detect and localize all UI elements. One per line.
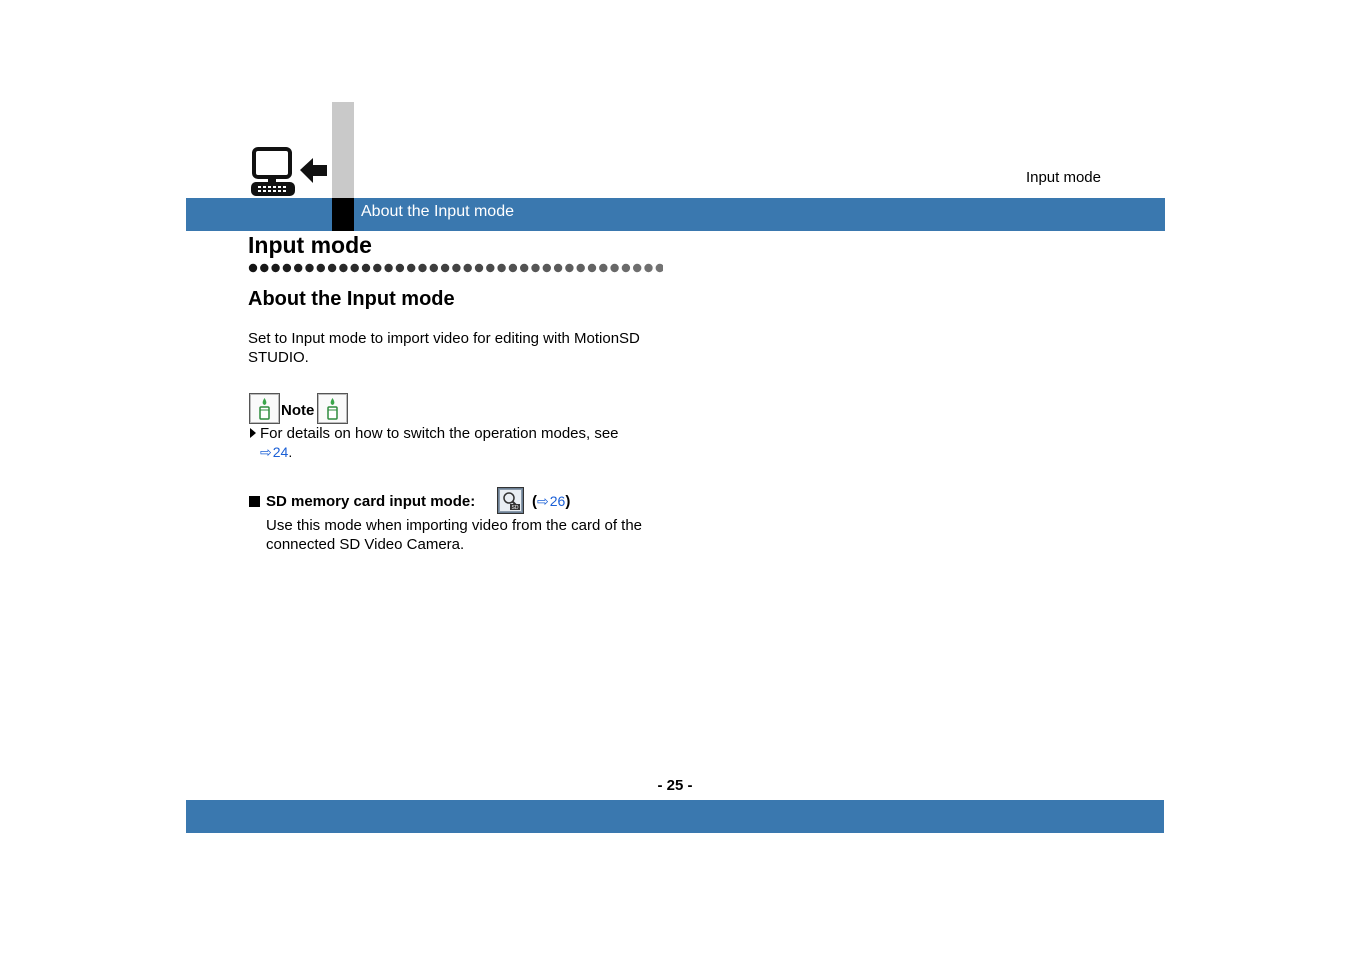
sd-mode-reference[interactable]: (⇨26): [532, 493, 571, 510]
divider-dot: [328, 264, 336, 272]
arrow-right-icon: ⇨: [260, 444, 272, 460]
divider-dot: [317, 264, 325, 272]
divider-dot: [622, 264, 630, 272]
divider-dot: [610, 264, 618, 272]
sd-mode-description: Use this mode when importing video from the card of the connected SD Video Camera.: [266, 517, 643, 553]
page-24-link[interactable]: ⇨24: [260, 444, 289, 460]
divider-dot: [644, 264, 652, 272]
computer-input-icon: [249, 146, 331, 200]
divider-dot: [407, 264, 415, 272]
note-reference[interactable]: ⇨24.: [260, 444, 293, 460]
arrow-right-icon: ⇨: [537, 493, 549, 509]
square-bullet-icon: [249, 496, 260, 507]
divider-dot: [497, 264, 505, 272]
divider-dot: [294, 264, 302, 272]
divider-dot: [271, 264, 279, 272]
divider-dot: [441, 264, 449, 272]
section-heading: About the Input mode: [248, 288, 455, 310]
divider-dot: [260, 264, 268, 272]
divider-dot: [430, 264, 438, 272]
divider-dot: [554, 264, 562, 272]
divider-dot: [509, 264, 517, 272]
divider-dot: [362, 264, 370, 272]
note-bullet-icon: [250, 428, 256, 438]
intro-paragraph: Set to Input mode to import video for editing with MotionSD STUDIO.: [248, 330, 640, 366]
note-candle-icon: [249, 393, 280, 424]
divider-dot: [531, 264, 539, 272]
divider-dot: [588, 264, 596, 272]
divider-dot: [249, 264, 257, 272]
note-label: Note: [281, 402, 315, 419]
divider-dot: [633, 264, 641, 272]
sd-mode-heading: SD memory card input mode:: [266, 493, 476, 510]
divider-dot: [599, 264, 607, 272]
divider-dot: [384, 264, 392, 272]
sd-card-mode-icon: [497, 487, 524, 514]
divider-dot: [452, 264, 460, 272]
note-candle-icon: [317, 393, 348, 424]
divider-dot: [339, 264, 347, 272]
divider-dot: [565, 264, 573, 272]
header-bar-tab: [332, 198, 354, 231]
divider-dot: [486, 264, 494, 272]
page-title: Input mode: [248, 232, 372, 258]
divider-dot: [351, 264, 359, 272]
header-section-label: Input mode: [1025, 169, 1101, 186]
divider-dot: [305, 264, 313, 272]
header-gray-column: [332, 102, 354, 198]
divider-dot: [283, 264, 291, 272]
divider-dot: [577, 264, 585, 272]
divider-dot: [475, 264, 483, 272]
divider-dot: [520, 264, 528, 272]
page-number: - 25 -: [657, 777, 693, 794]
divider-dot: [418, 264, 426, 272]
divider-dot: [464, 264, 472, 272]
divider-dot: [656, 264, 663, 272]
header-bar-title: About the Input mode: [361, 203, 514, 220]
note-text: For details on how to switch the operation modes, see: [260, 425, 619, 442]
footer-bar: [186, 800, 1164, 833]
dotted-divider: [248, 262, 663, 274]
divider-dot: [373, 264, 381, 272]
svg-text:SD: SD: [511, 505, 519, 511]
divider-dot: [543, 264, 551, 272]
page-26-link[interactable]: ⇨26: [537, 493, 566, 509]
divider-dot: [396, 264, 404, 272]
